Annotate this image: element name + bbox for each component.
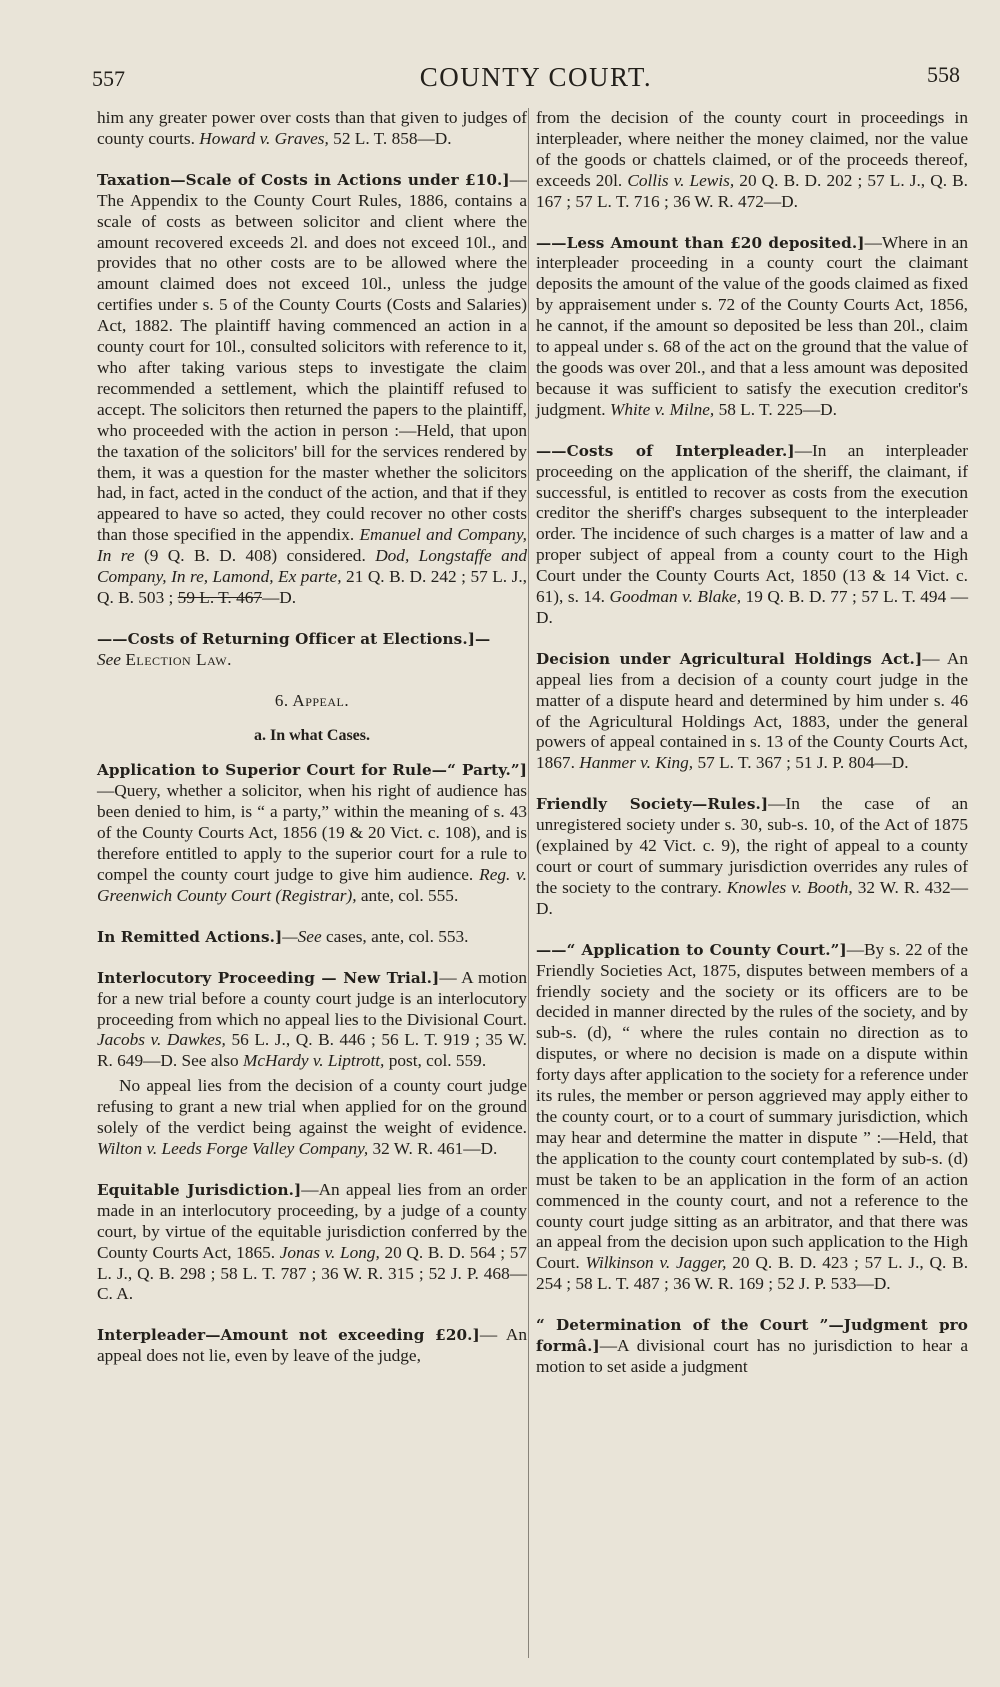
- case-name: Wilton v. Leeds Forge Valley Company,: [97, 1138, 369, 1158]
- entry-text: — A motion for a new trial before a county court judge is an interlocutory proceeding from which no appeal lies to the Divisional Court.: [97, 967, 527, 1029]
- section-heading: 6. Appeal.: [274, 690, 350, 710]
- page-header: [92, 58, 960, 98]
- entry-less-amount-deposited: [536, 233, 968, 421]
- entry-continued: [536, 108, 968, 213]
- entry-heading: In Remitted Actions.]: [97, 927, 283, 946]
- citation: post, col. 559.: [388, 1051, 487, 1071]
- entry-heading: Interpleader—Amount not exceeding £20.]: [97, 1326, 480, 1345]
- cross-reference: Election Law.: [125, 649, 232, 669]
- entry-text: —By s. 22 of the Friendly Societies Act, 1875, disputes between members of a friendly society and the society or its officers are to be decided in manner directed by the rules of the society, and by sub-s. (d), “ where the rules contain no direction as to disputes, or where no decision is made on a dispute within forty days after application to the society for a reference under its rules, the member or person aggrieved may apply either to the county court, or to a court of summary jurisdiction, which may hear and determine the matter in dispute ” :—Held, that the application to the county court contemplated by sub-s. (d) must be taken to be an application in the form of an action commenced in the county court, and not a reference to the county court judge sitting as an arbitrator, and that there was an appeal from the decision upon such application to the High Court.: [536, 939, 968, 1273]
- cross-reference-see: See: [97, 649, 121, 669]
- citation: 56 L. J., Q. B. 446 ; 56 L. T. 919 ; 35 W. R. 649—D. See also: [97, 1030, 528, 1071]
- entry-remitted-actions: [97, 927, 527, 948]
- case-name: Wilkinson v. Jagger,: [585, 1253, 727, 1273]
- page-number-right: 558: [927, 62, 960, 87]
- case-name: Hanmer v. King,: [579, 753, 694, 773]
- citation: 21 Q. B. D. 242 ; 57 L. J., Q. B. 503 ;: [97, 567, 527, 607]
- case-name: Jacobs v. Dawkes,: [97, 1030, 226, 1050]
- entry-text: —In an interpleader proceeding on the application of the sheriff, the claimant, if successful, is entitled to recover as costs from the execution creditor the sheriff's charges subsequent to the interpleader order. The incidence of such charges is a matter of law and a proper subject of appeal from a county court to the High Court under the County Courts Act, 1850 (13 & 14 Vict. c. 61), s. 14.: [536, 440, 968, 607]
- citation: 20 Q. B. D. 564 ; 57 L. J., Q. B. 298 ; 58 L. T. 787 ; 36 W. R. 315 ; 52 J. P. 468—C. A.: [97, 1242, 528, 1304]
- struck-citation: 59 L. T. 467: [177, 587, 262, 607]
- case-name: Emanuel and Company, In re: [97, 525, 527, 566]
- citation: 32 W. R. 461—D.: [372, 1138, 498, 1158]
- page-number-left: 557: [92, 66, 125, 91]
- case-name: Dod, Longstaffe and Company, In re, Lamond, Ex parte,: [97, 546, 527, 587]
- case-name: Howard v. Graves,: [199, 128, 329, 148]
- entry-taxation: [97, 170, 527, 609]
- subsection-heading: a. In what Cases.: [253, 726, 370, 744]
- entry-text: —Query, whether a solicitor, when his right of audience has been denied to him, is “ a party,” within the meaning of s. 43 of the County Courts Act, 1856 (19 & 20 Vict. c. 108), and is therefore entitled to apply to the superior court for a rule to compel the county court judge to give him audience.: [97, 781, 527, 884]
- entry-heading: ——Costs of Returning Officer at Elections.]—: [97, 629, 491, 648]
- entry-application-county-court: [536, 940, 968, 1295]
- case-name: Jonas v. Long,: [279, 1242, 380, 1262]
- entry-returning-officer: [97, 629, 527, 671]
- right-column: [536, 108, 968, 1398]
- citation: 52 L. T. 858—D.: [333, 128, 452, 148]
- case-name: Collis v. Lewis,: [627, 170, 735, 190]
- citation: 20 Q. B. D. 202 ; 57 L. J., Q. B. 167 ; 57 L. T. 716 ; 36 W. R. 472—D.: [536, 170, 968, 211]
- entry-agricultural-holdings: [536, 649, 968, 774]
- entry-text: him any greater power over costs than that given to judges of county courts.: [97, 108, 527, 148]
- case-name: Knowles v. Booth,: [726, 877, 853, 897]
- entry-text: — An appeal lies from a decision of a county court judge in the matter of a dispute heard and determined by him under s. 46 of the Agricultural Holdings Act, 1883, under the general powers of appeal contained in s. 13 of the County Courts Act, 1867.: [536, 648, 968, 773]
- entry-heading: ——Less Amount than £20 deposited.]: [536, 233, 865, 252]
- entry-heading: ——Costs of Interpleader.]: [536, 441, 795, 460]
- entry-friendly-society-rules: [536, 794, 968, 919]
- entry-interpleader: [97, 1325, 527, 1367]
- entry-costs-of-interpleader: [536, 441, 968, 629]
- case-name: Goodman v. Blake,: [609, 587, 742, 607]
- entry-heading: “ Determination of the Court ”—Judgment pro formâ.]: [536, 1316, 968, 1356]
- column-divider: [528, 108, 529, 1658]
- entry-text: —In the case of an unregistered society under s. 30, sub-s. 10, of the Act of 1875 (explained by 42 Vict. c. 9), the right of appeal to a county court or court of summary jurisdiction overrides any rules of the society to the contrary.: [536, 794, 968, 897]
- entry-new-trial-refusal: [97, 1076, 527, 1160]
- entry-heading: Decision under Agricultural Holdings Act.]: [536, 649, 923, 668]
- entry-continued: [97, 108, 527, 150]
- citation: ante, col. 555.: [360, 885, 459, 905]
- citation: 19 Q. B. D. 77 ; 57 L. T. 494 —D.: [536, 587, 968, 627]
- entry-text: —A divisional court has no jurisdiction to hear a motion to set aside a judgment: [536, 1336, 968, 1376]
- citation: 57 L. T. 367 ; 51 J. P. 804—D.: [697, 753, 909, 773]
- entry-text: — An appeal does not lie, even by leave of the judge,: [97, 1325, 527, 1366]
- citation: 20 Q. B. D. 423 ; 57 L. J., Q. B. 254 ; 58 L. T. 487 ; 36 W. R. 169 ; 52 J. P. 533—D.: [536, 1253, 969, 1294]
- case-name: Reg. v. Greenwich County Court (Registrar),: [97, 865, 527, 905]
- citation: 32 W. R. 432—D.: [536, 877, 968, 918]
- entry-text: cases, ante, col. 553.: [325, 926, 469, 946]
- entry-interlocutory: [97, 968, 527, 1073]
- entry-application-superior-court: [97, 760, 527, 906]
- running-title: COUNTY COURT.: [419, 62, 653, 92]
- entry-heading: Equitable Jurisdiction.]: [97, 1180, 302, 1199]
- entry-heading: Application to Superior Court for Rule—“ Party.”]: [97, 761, 527, 780]
- case-name: White v. Milne,: [609, 399, 715, 419]
- cross-reference-see: —See: [282, 926, 322, 946]
- entry-heading: Taxation—Scale of Costs in Actions under £10.]: [97, 170, 510, 189]
- entry-determination-of-court: [536, 1315, 968, 1378]
- entry-heading: ——“ Application to County Court.”]: [536, 940, 847, 959]
- case-name: McHardy v. Liptrott,: [242, 1051, 385, 1071]
- entry-text: —An appeal lies from an order made in an interlocutory proceeding, by a judge of a county court, by virtue of the equitable jurisdiction conferred by the County Courts Act, 1865.: [97, 1179, 528, 1262]
- entry-heading: Friendly Society—Rules.]: [536, 795, 769, 814]
- entry-text: —Where in an interpleader proceeding in a county court the claimant deposits the amount of the value of the goods claimed as fixed by appraisement under s. 72 of the County Courts Act, 1856, he cannot, if the amount so deposited be less than 20l., claim to appeal under s. 68 of the act on the ground that the value of the goods was over 20l., and that a less amount was deposited because it was sufficient to satisfy the execution creditor's judgment.: [536, 232, 968, 419]
- entry-text: —The Appendix to the County Court Rules, 1886, contains a scale of costs as between solicitor and client where the amount recovered exceeds 2l. and does not exceed 10l., and provides that no other costs are to be allowed where the amount claimed does not exceed 10l., unless the judge certifies under s. 5 of the County Courts (Costs and Salaries) Act, 1882. The plaintiff having commenced an action in a county court for 10l., consulted solicitors with reference to it, who after taking various steps to investigate the claim recommended a settlement, which the plaintiff refused to accept. The solicitors then returned the papers to the plaintiff, who proceeded with the action in person :—Held, that upon the taxation of the solicitors' bill for the services rendered by them, it was a question for the master whether the solicitors had, in fact, acted in the conduct of the action, and that if they appeared to have so acted, they could recover no other costs than those specified in the appendix.: [97, 169, 527, 545]
- entry-heading: Interlocutory Proceeding — New Trial.]: [97, 968, 440, 987]
- left-column: [97, 108, 527, 1387]
- entry-text: from the decision of the county court in proceedings in interpleader, where neither the money claimed, nor the value of the goods or chattels claimed, or of the proceeds thereof, exceeds 20l.: [536, 108, 968, 190]
- citation: (9 Q. B. D. 408) considered.: [144, 546, 366, 566]
- citation: 58 L. T. 225—D.: [718, 399, 837, 419]
- entry-text: No appeal lies from the decision of a county court judge refusing to grant a new trial when applied for on the ground solely of the verdict being against the weight of evidence.: [97, 1076, 527, 1138]
- entry-equitable-jurisdiction: [97, 1180, 527, 1305]
- citation: —D.: [262, 587, 297, 607]
